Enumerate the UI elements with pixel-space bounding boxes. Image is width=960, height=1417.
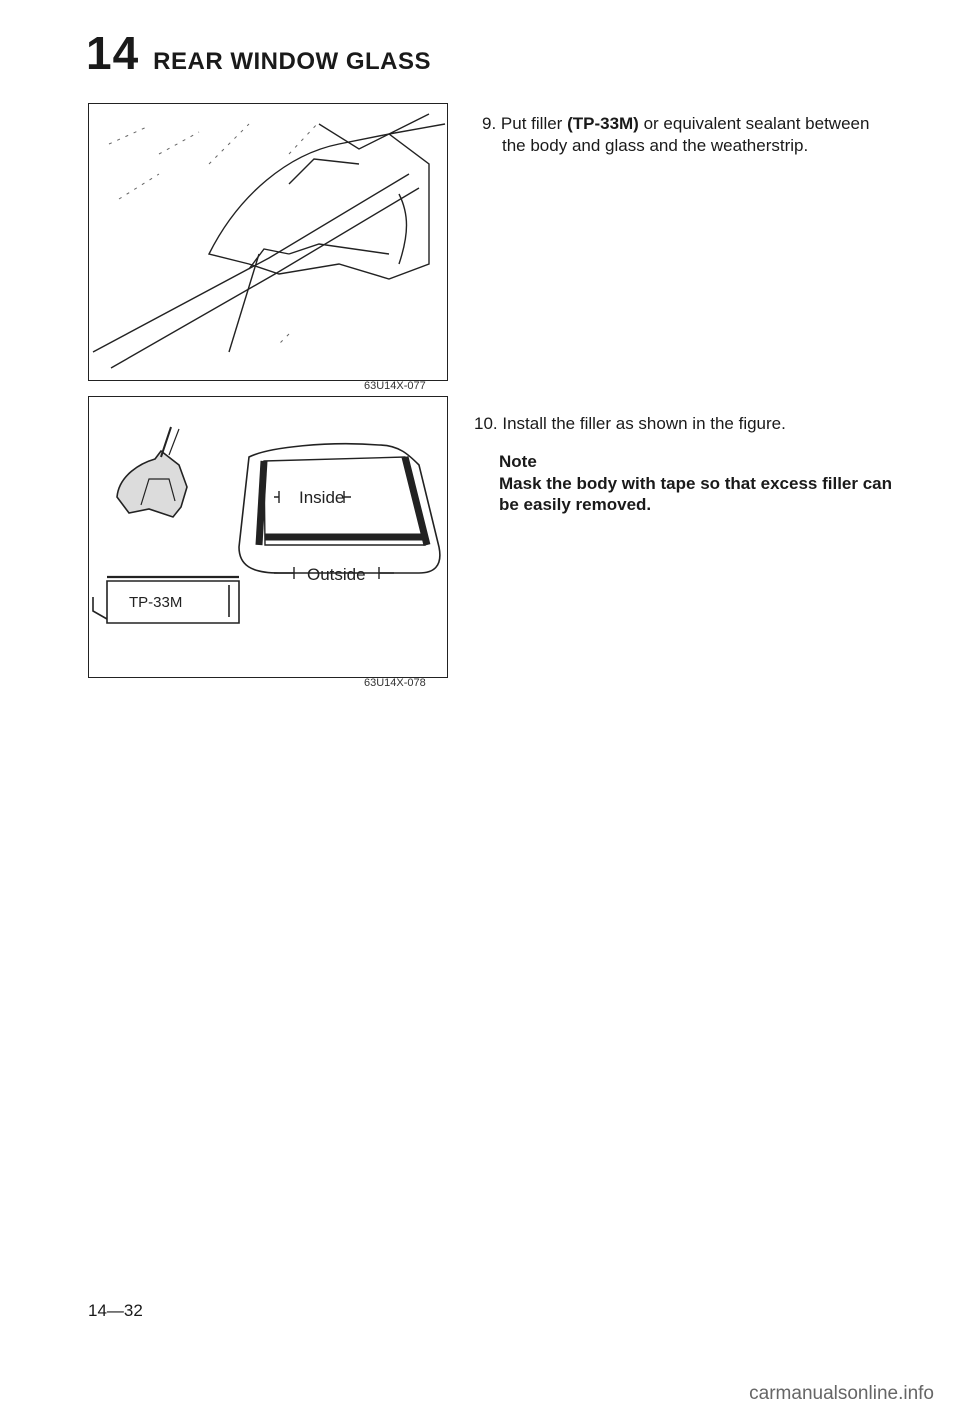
figure-code: 63U14X-078 xyxy=(364,677,426,689)
note-text: Mask the body with tape so that excess filler can be easily removed. xyxy=(499,474,893,514)
step-number: 10. xyxy=(474,414,498,433)
chapter-title: REAR WINDOW GLASS xyxy=(153,48,431,75)
step-number: 9. xyxy=(482,114,497,133)
label-inside: Inside xyxy=(299,488,345,507)
label-tube: TP-33M xyxy=(129,594,183,611)
figure-filler-locations xyxy=(88,396,448,678)
step-10 xyxy=(474,413,894,435)
page-header xyxy=(86,26,431,80)
step-text: Install the filler as shown in the figure. xyxy=(502,414,786,433)
watermark: carmanualsonline.info xyxy=(749,1383,934,1404)
page-number: 14—32 xyxy=(88,1301,143,1320)
step-product-code: (TP-33M) xyxy=(567,114,639,133)
note-block xyxy=(499,451,899,515)
figure-code: 63U14X-077 xyxy=(364,380,426,392)
label-outside: Outside xyxy=(307,565,366,584)
figure-filler-application xyxy=(88,103,448,381)
step-9 xyxy=(482,113,902,157)
hand-applying-filler-illustration xyxy=(89,104,447,380)
step-text-line2: the body and glass and the weatherstrip. xyxy=(502,136,809,155)
step-text: or equivalent sealant between xyxy=(638,114,870,133)
step-text: Put filler xyxy=(500,114,568,133)
filler-locations-illustration xyxy=(89,397,447,677)
chapter-number: 14 xyxy=(86,27,140,79)
note-title: Note xyxy=(499,452,537,471)
